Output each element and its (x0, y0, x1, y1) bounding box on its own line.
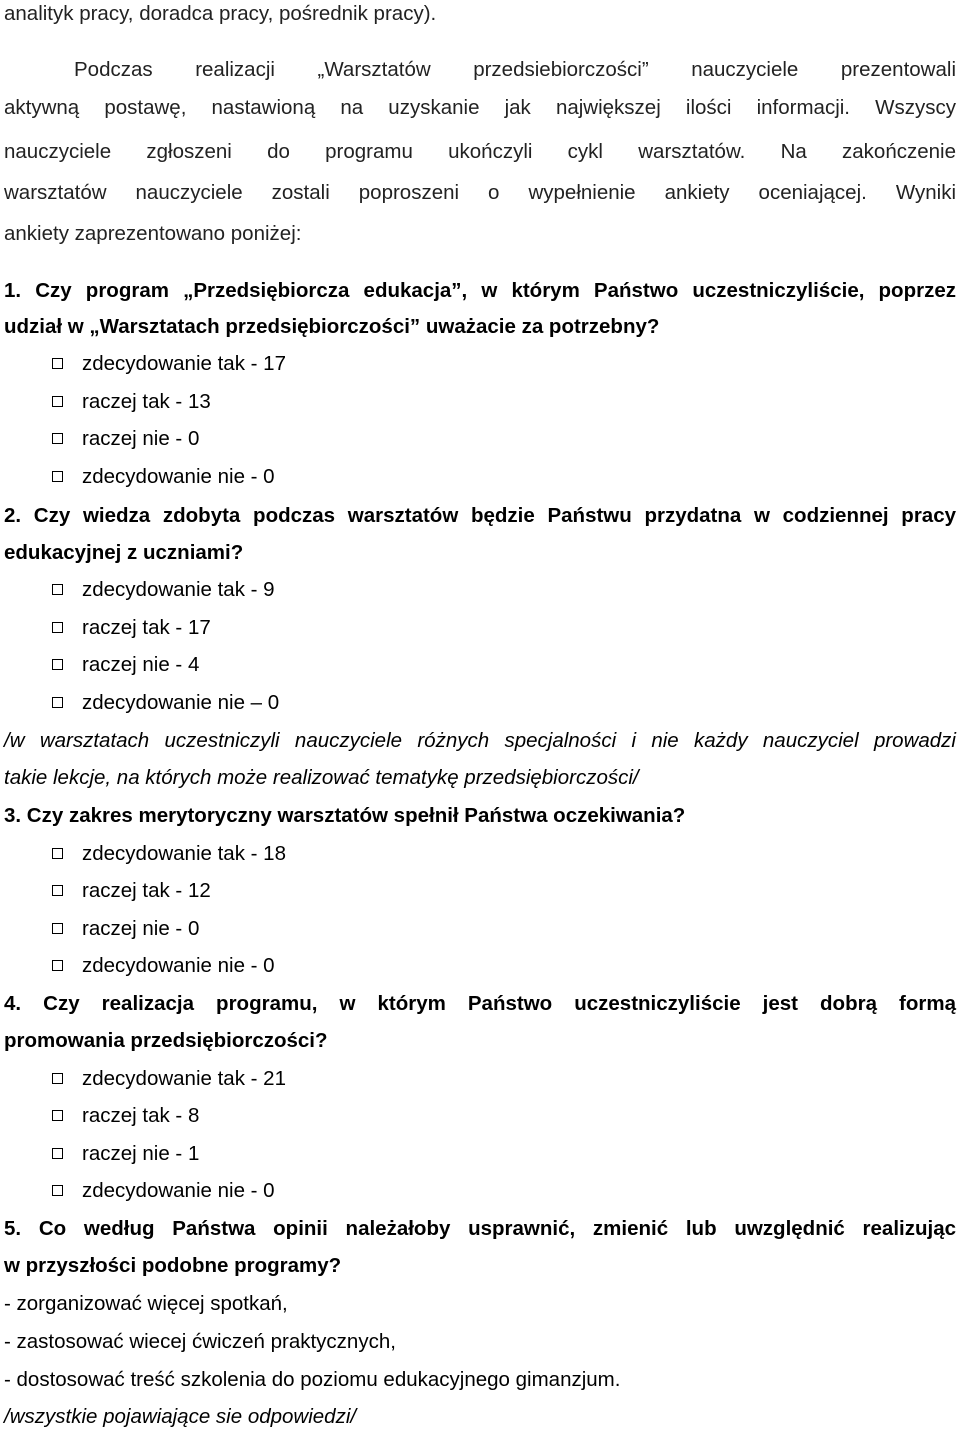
answer-label: zdecydowanie nie - 0 (82, 954, 275, 977)
answer-option (52, 842, 286, 866)
intro-line: aktywną postawę, nastawioną na uzyskanie jak największej ilości informacji. Wszyscy (4, 96, 956, 119)
answer-option (52, 1179, 275, 1203)
checkbox-icon (52, 885, 63, 896)
question-5-heading: 5. Co według Państwa opinii należałoby usprawnić, zmienić lub uwzględnić realizując (4, 1217, 956, 1240)
checkbox-icon (52, 622, 63, 633)
answer-label: raczej nie - 0 (82, 917, 200, 940)
intro-line: ankiety zaprezentowano poniżej: (4, 222, 302, 245)
checkbox-icon (52, 584, 63, 595)
question-2-heading: 2. Czy wiedza zdobyta podczas warsztatów będzie Państwu przydatna w codziennej pracy (4, 504, 956, 527)
checkbox-icon (52, 471, 63, 482)
footer-note: /wszystkie pojawiające sie odpowiedzi/ (4, 1405, 357, 1428)
answer-option (52, 653, 199, 677)
checkbox-icon (52, 960, 63, 971)
checkbox-icon (52, 923, 63, 934)
answer-label: zdecydowanie tak - 18 (82, 842, 286, 865)
answer-option (52, 1142, 199, 1166)
checkbox-icon (52, 1185, 63, 1196)
answer-label: zdecydowanie nie - 0 (82, 465, 275, 488)
answer-option (52, 616, 211, 640)
answer-option (52, 578, 275, 602)
checkbox-icon (52, 697, 63, 708)
question-5-heading-cont: w przyszłości podobne programy? (4, 1254, 342, 1277)
answer-option (52, 691, 279, 715)
checkbox-icon (52, 396, 63, 407)
answer-option (52, 954, 275, 978)
checkbox-icon (52, 659, 63, 670)
answer-option (52, 465, 275, 489)
answer-option (52, 390, 211, 414)
response-item: - dostosować treść szkolenia do poziomu edukacyjnego gimanzjum. (4, 1368, 621, 1391)
question-3-heading: 3. Czy zakres merytoryczny warsztatów spełnił Państwa oczekiwania? (4, 804, 686, 827)
response-item: - zorganizować więcej spotkań, (4, 1292, 288, 1315)
answer-label: raczej tak - 8 (82, 1104, 200, 1127)
checkbox-icon (52, 358, 63, 369)
question-1-heading-cont: udział w „Warsztatach przedsiębiorczości” uważacie za potrzebny? (4, 315, 660, 338)
checkbox-icon (52, 1073, 63, 1084)
question-4-heading-cont: promowania przedsiębiorczości? (4, 1029, 328, 1052)
checkbox-icon (52, 1110, 63, 1121)
question-2-note-cont: takie lekcje, na których może realizować tematykę przedsiębiorczości/ (4, 766, 639, 789)
intro-line: nauczyciele zgłoszeni do programu ukończyli cykl warsztatów. Na zakończenie (4, 140, 956, 163)
answer-option (52, 1104, 199, 1128)
answer-option (52, 352, 286, 376)
question-1-heading: 1. Czy program „Przedsiębiorcza edukacja”, w którym Państwo uczestniczyliście, poprzez (4, 279, 956, 302)
answer-label: zdecydowanie tak - 21 (82, 1067, 286, 1090)
answer-label: raczej nie - 0 (82, 427, 200, 450)
answer-label: zdecydowanie tak - 9 (82, 578, 275, 601)
answer-option (52, 879, 211, 903)
question-2-heading-cont: edukacyjnej z uczniami? (4, 541, 244, 564)
checkbox-icon (52, 848, 63, 859)
answer-option (52, 427, 199, 451)
answer-option (52, 1067, 286, 1091)
answer-label: zdecydowanie tak - 17 (82, 352, 286, 375)
question-2-note: /w warsztatach uczestniczyli nauczyciele różnych specjalności i nie każdy nauczyciel prowadzi (4, 729, 956, 752)
intro-line: Podczas realizacji „Warsztatów przedsiebiorczości” nauczyciele prezentowali (74, 58, 956, 81)
checkbox-icon (52, 433, 63, 444)
answer-label: raczej tak - 13 (82, 390, 211, 413)
answer-label: raczej nie - 4 (82, 653, 200, 676)
question-4-heading: 4. Czy realizacja programu, w którym Państwo uczestniczyliście jest dobrą formą (4, 992, 956, 1015)
answer-label: zdecydowanie nie – 0 (82, 691, 280, 714)
intro-line: analityk pracy, doradca pracy, pośrednik pracy). (4, 2, 437, 25)
answer-option (52, 917, 199, 941)
answer-label: zdecydowanie nie - 0 (82, 1179, 275, 1202)
checkbox-icon (52, 1148, 63, 1159)
answer-label: raczej tak - 17 (82, 616, 211, 639)
answer-label: raczej nie - 1 (82, 1142, 200, 1165)
response-item: - zastosować wiecej ćwiczeń praktycznych, (4, 1330, 396, 1353)
intro-line: warsztatów nauczyciele zostali poproszeni o wypełnienie ankiety oceniającej. Wyniki (4, 181, 956, 204)
answer-label: raczej tak - 12 (82, 879, 211, 902)
